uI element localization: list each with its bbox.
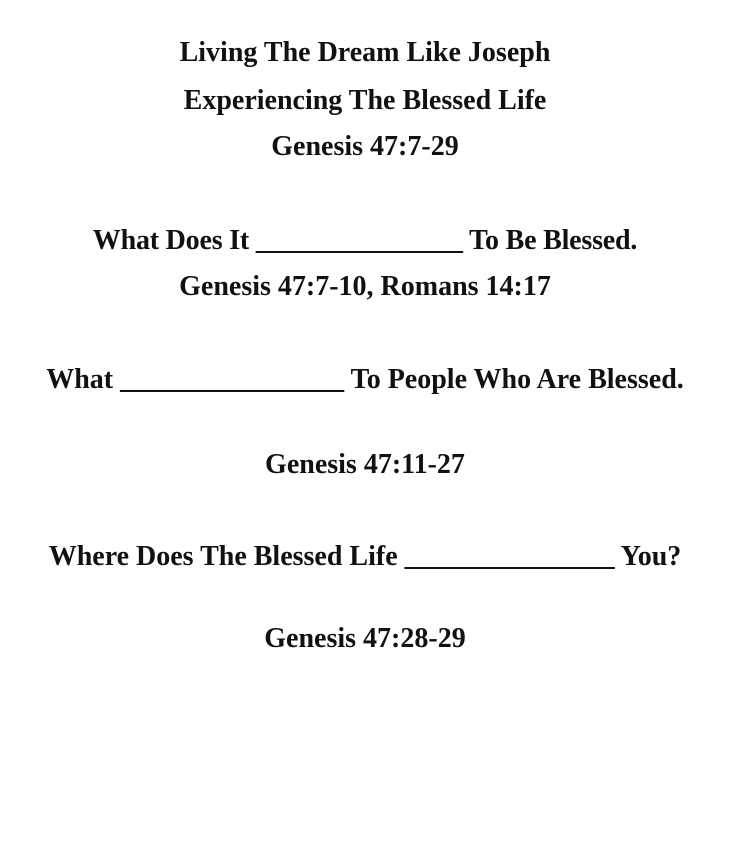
document-subtitle: Experiencing The Blessed Life [183, 85, 547, 116]
document-title: Living The Dream Like Joseph [179, 37, 551, 68]
point-3-text: Where Does The Blessed Life _______________ You? [48, 541, 682, 572]
point-2-reference: Genesis 47:11-27 [265, 449, 465, 480]
point-1-reference: Genesis 47:7-10, Romans 14:17 [179, 271, 551, 302]
main-scripture-reference: Genesis 47:7-29 [271, 131, 459, 162]
point-3-reference: Genesis 47:28-29 [264, 623, 466, 654]
point-2-text: What ________________ To People Who Are Blessed. [46, 364, 684, 395]
point-1-text: What Does It _______________ To Be Blessed. [92, 225, 638, 256]
